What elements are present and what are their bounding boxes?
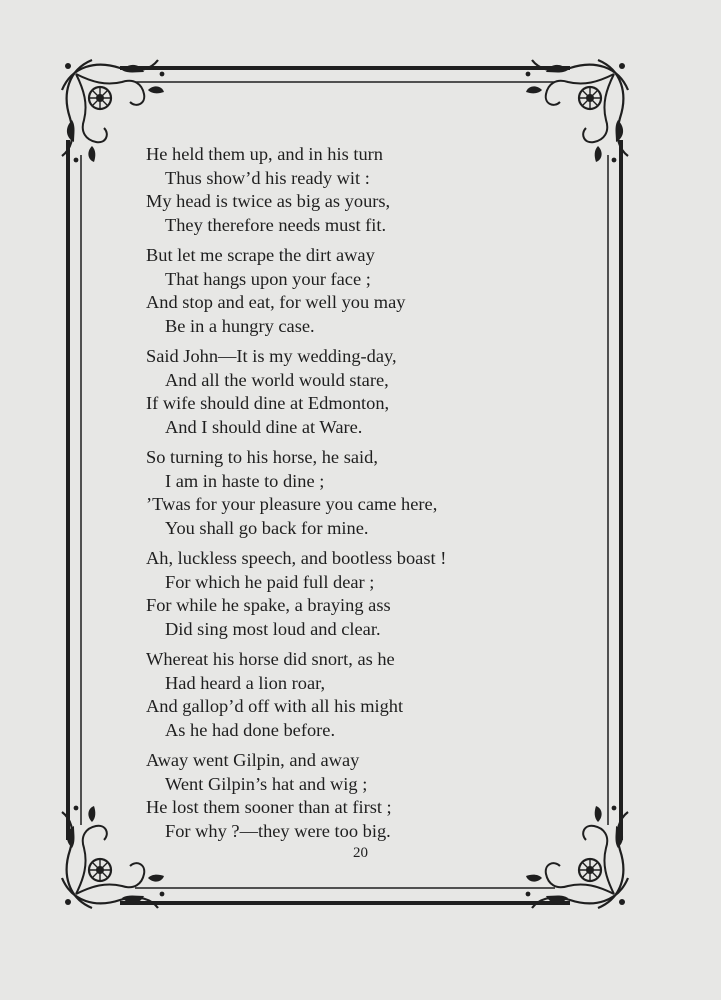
poem-line: Ah, luckless speech, and bootless boast !	[146, 548, 447, 568]
poem-line: Whereat his horse did snort, as he	[146, 649, 395, 669]
poem-line: So turning to his horse, he said,	[146, 447, 378, 467]
poem-line: Did sing most loud and clear.	[165, 618, 381, 639]
stanza	[146, 446, 566, 540]
stanza	[146, 648, 566, 742]
page-number: 20	[353, 845, 368, 861]
stanza	[146, 244, 566, 338]
poem-line: Said John—It is my wedding-day,	[146, 346, 397, 366]
poem-line: ’Twas for your pleasure you came here,	[146, 494, 438, 514]
poem-line: For while he spake, a braying ass	[146, 595, 391, 615]
poem-body	[146, 143, 566, 850]
poem-line: Be in a hungry case.	[165, 315, 315, 336]
poem-line: For why ?—they were too big.	[165, 820, 391, 841]
poem-line: Went Gilpin’s hat and wig ;	[165, 773, 368, 794]
stanza	[146, 749, 566, 843]
poem-line: Away went Gilpin, and away	[146, 750, 360, 770]
poem-line: They therefore needs must fit.	[165, 214, 387, 235]
poem-line: I am in haste to dine ;	[165, 470, 325, 491]
poem-line: But let me scrape the dirt away	[146, 245, 375, 265]
poem-line: As he had done before.	[165, 719, 336, 740]
stanza	[146, 547, 566, 641]
poem-line: Thus show’d his ready wit :	[165, 167, 370, 188]
poem-line: Had heard a lion roar,	[165, 672, 326, 693]
poem-line: For which he paid full dear ;	[165, 571, 375, 592]
poem-line: And I should dine at Ware.	[165, 416, 363, 437]
poem-line: And stop and eat, for well you may	[146, 292, 406, 312]
poem-line: He lost them sooner than at first ;	[146, 797, 392, 817]
poem-line: That hangs upon your face ;	[165, 268, 371, 289]
poem-line: And gallop’d off with all his might	[146, 696, 404, 716]
poem-line: And all the world would stare,	[165, 369, 389, 390]
poem-line: He held them up, and in his turn	[146, 144, 383, 164]
stanza	[146, 143, 566, 237]
stanza	[146, 345, 566, 439]
poem-line: If wife should dine at Edmonton,	[146, 393, 390, 413]
poem-line: You shall go back for mine.	[165, 517, 369, 538]
poem-line: My head is twice as big as yours,	[146, 191, 391, 211]
